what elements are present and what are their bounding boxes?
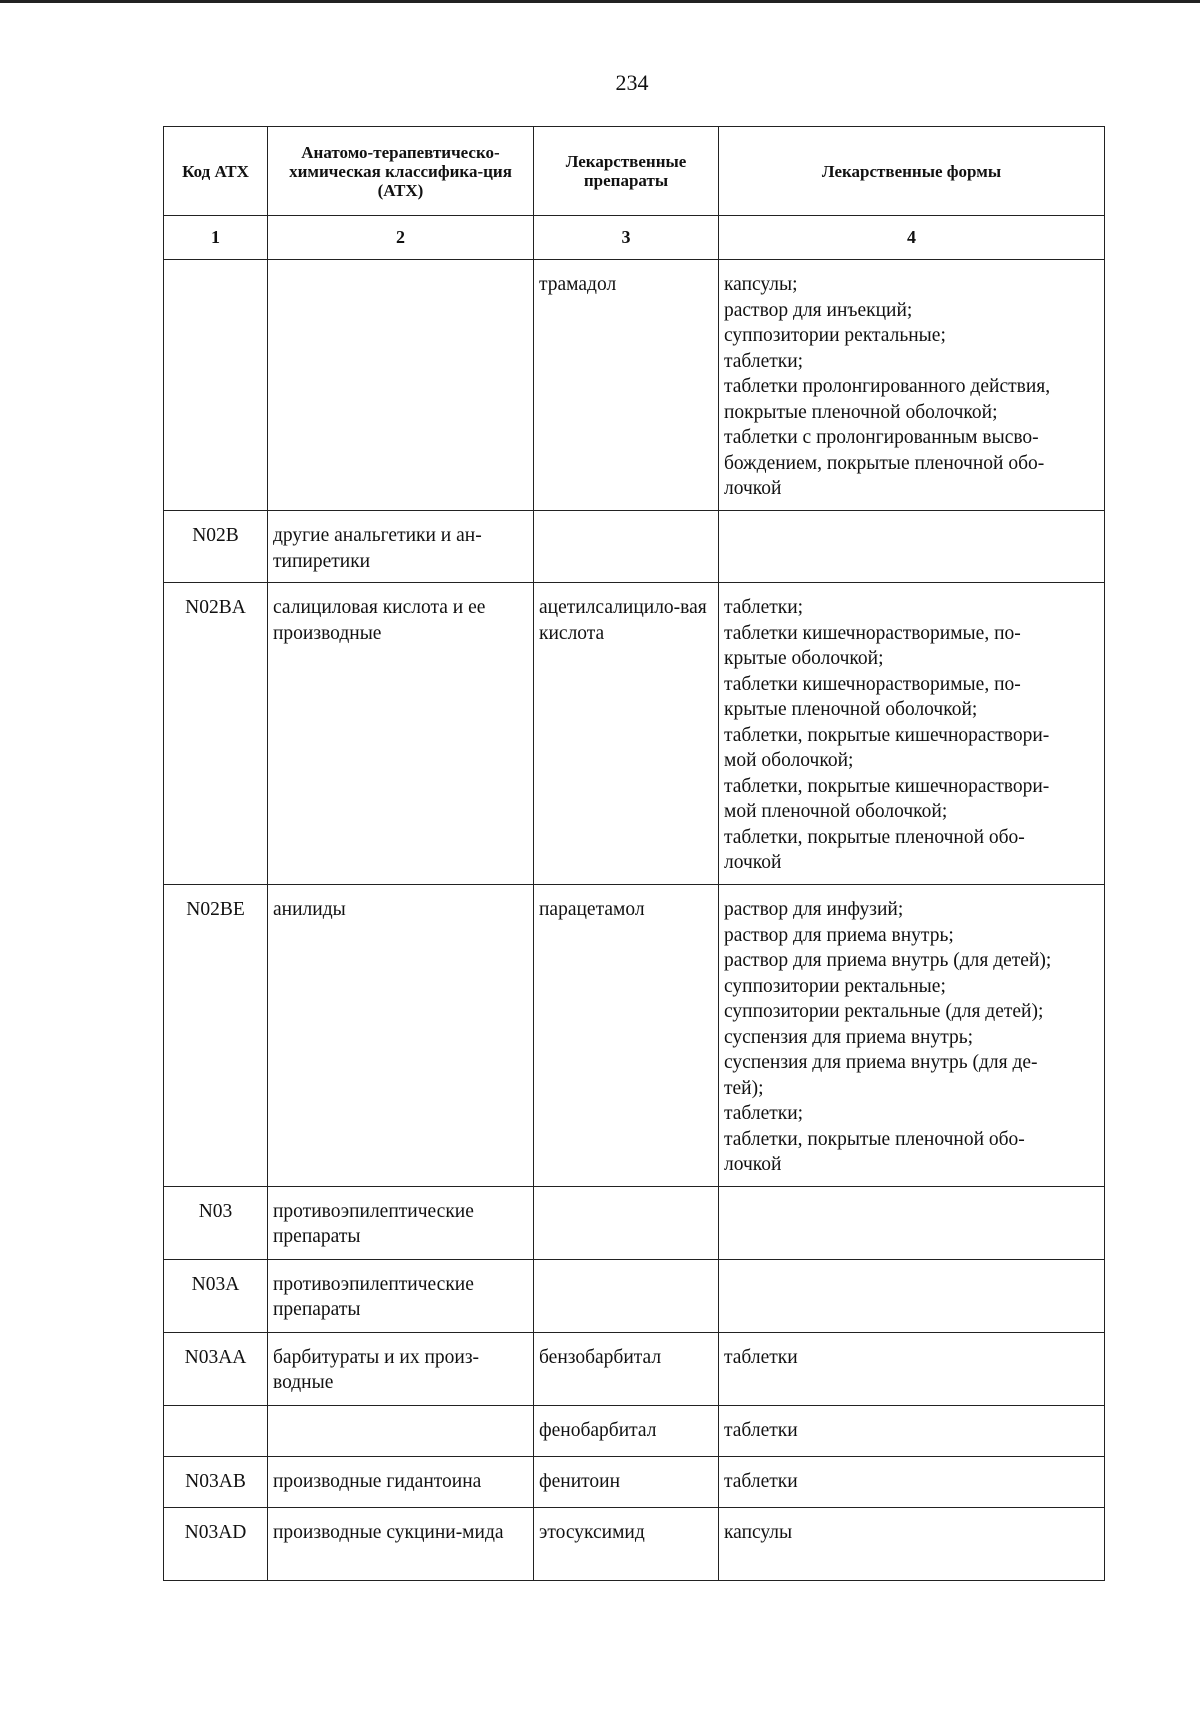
dosage-form-line: суппозитории ректальные; (724, 975, 946, 997)
atx-code-cell: N03AB (164, 1456, 268, 1507)
dosage-form-line: таблетки с пролонгированным высво- (724, 427, 1039, 448)
dosage-form-line: таблетки; (724, 350, 804, 372)
column-number-2: 2 (268, 216, 534, 260)
header-drugs-text: Лекарственные препараты (565, 152, 687, 190)
dosage-form-line: таблетки; (724, 597, 804, 618)
header-atx-classification (268, 127, 534, 216)
column-number-4: 4 (719, 216, 1105, 260)
atx-classification-cell: салициловая кислота и ее производные (268, 583, 534, 885)
dosage-forms-cell (719, 1456, 1105, 1507)
header-dosage-forms: Лекарственные формы (719, 127, 1105, 216)
dosage-form-line: суппозитории ректальные (для детей); (724, 1001, 1044, 1022)
table-row (164, 511, 1105, 583)
dosage-form-line: таблетки, покрытые пленочной обо- (724, 826, 1025, 848)
dosage-forms-cell (719, 260, 1105, 511)
table-row (164, 1332, 1105, 1405)
dosage-form-line: таблетки (724, 1419, 798, 1441)
atx-classification-cell: барбитураты и их произ-водные (268, 1332, 534, 1405)
drug-name-cell (534, 1186, 719, 1259)
atx-classification-cell (268, 1405, 534, 1456)
dosage-form-line: бождением, покрытые пленочной обо- (724, 452, 1045, 474)
atx-code-cell: N02BA (164, 583, 268, 885)
table-body (164, 260, 1105, 1581)
dosage-forms-cell (719, 583, 1105, 885)
atx-code-cell: N03AA (164, 1332, 268, 1405)
atx-classification-cell: анилиды (268, 885, 534, 1187)
dosage-form-line: таблетки, покрытые пленочной обо- (724, 1128, 1025, 1150)
atx-drug-table (163, 126, 1105, 1581)
atx-classification-cell: производные гидантоина (268, 1456, 534, 1507)
dosage-form-line: лочкой (724, 478, 782, 499)
dosage-form-line: тей); (724, 1077, 764, 1099)
dosage-form-line: крытые оболочкой; (724, 648, 884, 669)
column-number-3: 3 (534, 216, 719, 260)
dosage-form-line: суспензия для приема внутрь (для де- (724, 1052, 1038, 1073)
atx-classification-cell: противоэпилептические препараты (268, 1259, 534, 1332)
atx-classification-cell: противоэпилептические препараты (268, 1186, 534, 1259)
dosage-form-line: таблетки, покрытые кишечнораствори- (724, 724, 1050, 746)
atx-code-cell: N03 (164, 1186, 268, 1259)
atx-classification-cell (268, 260, 534, 511)
table-row (164, 885, 1105, 1187)
dosage-form-line: лочкой (724, 1154, 782, 1175)
dosage-form-line: раствор для приема внутрь; (724, 924, 954, 946)
dosage-forms-cell (719, 885, 1105, 1187)
dosage-form-line: таблетки кишечнорастворимые, по- (724, 622, 1021, 644)
atx-code-cell (164, 260, 268, 511)
table-row (164, 1507, 1105, 1580)
table-row (164, 583, 1105, 885)
drug-name-cell: фенобарбитал (534, 1405, 719, 1456)
dosage-form-line: таблетки; (724, 1103, 804, 1124)
drug-name-cell: фенитоин (534, 1456, 719, 1507)
dosage-forms-cell (719, 1507, 1105, 1580)
dosage-form-line: покрытые пленочной оболочкой; (724, 401, 998, 423)
drug-name-cell: бензобарбитал (534, 1332, 719, 1405)
drug-name-cell (534, 1259, 719, 1332)
dosage-forms-cell (719, 1332, 1105, 1405)
drug-name-cell: трамадол (534, 260, 719, 511)
drug-name-cell: ацетилсалицило-вая кислота (534, 583, 719, 885)
dosage-form-line: раствор для приема внутрь (для детей); (724, 950, 1052, 971)
drug-name-cell: этосуксимид (534, 1507, 719, 1580)
atx-code-cell: N03A (164, 1259, 268, 1332)
dosage-form-line: крытые пленочной оболочкой; (724, 699, 978, 720)
dosage-forms-cell (719, 1259, 1105, 1332)
dosage-form-line: таблетки (724, 1470, 798, 1492)
dosage-form-line: таблетки, покрытые кишечнораствори- (724, 775, 1050, 797)
table-header-row (164, 127, 1105, 216)
dosage-form-line: раствор для инфузий; (724, 899, 904, 920)
dosage-form-line: капсулы; (724, 274, 798, 295)
table-row (164, 1259, 1105, 1332)
table-row (164, 260, 1105, 511)
atx-code-cell: N02B (164, 511, 268, 583)
atx-code-cell: N02BE (164, 885, 268, 1187)
drug-name-cell: парацетамол (534, 885, 719, 1187)
dosage-forms-cell (719, 1405, 1105, 1456)
dosage-form-line: таблетки кишечнорастворимые, по- (724, 673, 1021, 695)
table-row (164, 1405, 1105, 1456)
column-number-row (164, 216, 1105, 260)
table-row (164, 1456, 1105, 1507)
page-number: 234 (615, 70, 649, 95)
dosage-form-line: суспензия для приема внутрь; (724, 1026, 974, 1048)
dosage-form-line: таблетки пролонгированного действия, (724, 376, 1051, 397)
drug-name-cell (534, 511, 719, 583)
atx-classification-cell: производные сукцини-мида (268, 1507, 534, 1580)
header-atx-classification-text: Анатомо-терапевтическо-химическая классифика-ция (АТХ) (289, 142, 512, 200)
dosage-form-line: капсулы (724, 1521, 793, 1543)
column-number-1: 1 (164, 216, 268, 260)
dosage-form-line: мой оболочкой; (724, 750, 854, 771)
dosage-forms-cell (719, 1186, 1105, 1259)
dosage-form-line: мой пленочной оболочкой; (724, 801, 948, 822)
header-atx-code: Код АТХ (164, 127, 268, 216)
table-row (164, 1186, 1105, 1259)
dosage-form-line: лочкой (724, 852, 782, 873)
header-drugs (534, 127, 719, 216)
dosage-forms-cell (719, 511, 1105, 583)
dosage-form-line: суппозитории ректальные; (724, 325, 946, 346)
top-border-line (0, 0, 1200, 3)
atx-code-cell: N03AD (164, 1507, 268, 1580)
atx-code-cell (164, 1405, 268, 1456)
atx-classification-cell: другие анальгетики и ан-типиретики (268, 511, 534, 583)
dosage-form-line: раствор для инъекций; (724, 299, 913, 321)
dosage-form-line: таблетки (724, 1346, 798, 1368)
